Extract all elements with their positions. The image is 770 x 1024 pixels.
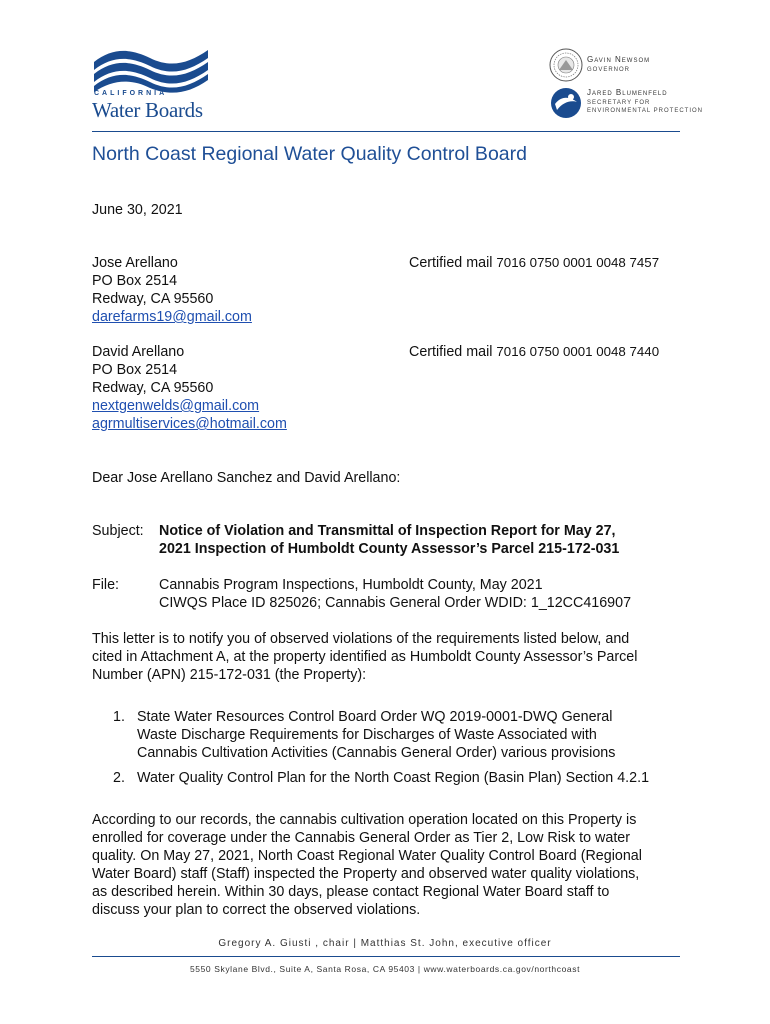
secretary-title-line2: ENVIRONMENTAL PROTECTION [587, 108, 704, 114]
certified-label: Certified mail [409, 255, 493, 271]
subject-line2: 2021 Inspection of Humboldt County Assessor’s Parcel 215-172-031 [159, 541, 620, 557]
logo-state-text: CALIFORNIA [94, 90, 168, 97]
recipient-name: David Arellano [92, 344, 185, 360]
recipient-address1: PO Box 2514 [92, 362, 178, 378]
paragraph-line: According to our records, the cannabis cultivation operation located on this Property is [92, 812, 637, 828]
list-item-line: Cannabis Cultivation Activities (Cannabis General Order) various provisions [137, 745, 616, 761]
file-line2: CIWQS Place ID 825026; Cannabis General Order WDID: 1_12CC416907 [159, 595, 632, 611]
subject-line1: Notice of Violation and Transmittal of Inspection Report for May 27, [159, 523, 616, 539]
subject-label: Subject: [92, 523, 144, 539]
paragraph-line: enrolled for coverage under the Cannabis General Order as Tier 2, Low Risk to water [92, 830, 630, 846]
paragraph-line: cited in Attachment A, at the property identified as Humboldt County Assessor’s Parcel [92, 649, 638, 665]
secretary-title-line1: SECRETARY FOR [587, 100, 651, 106]
board-title: North Coast Regional Water Quality Control Board [92, 143, 527, 165]
recipient-name: Jose Arellano [92, 255, 178, 271]
list-item-number: 1. [113, 709, 125, 725]
recipient-address2: Redway, CA 95560 [92, 380, 214, 396]
paragraph-line: quality. On May 27, 2021, North Coast Regional Water Quality Control Board (Regional [92, 848, 642, 864]
recipient-email-link[interactable]: nextgenwelds@gmail.com [92, 398, 260, 414]
state-seal-icon [549, 48, 583, 82]
recipient-address1: PO Box 2514 [92, 273, 178, 289]
governor-name: Gavin Newsom [587, 55, 651, 64]
paragraph-line: as described herein. Within 30 days, please contact Regional Water Board staff to [92, 884, 610, 900]
recipient-address2: Redway, CA 95560 [92, 291, 214, 307]
recipient-email-link[interactable]: agrmultiservices@hotmail.com [92, 416, 287, 432]
salutation: Dear Jose Arellano Sanchez and David Arellano: [92, 470, 401, 486]
file-line1: Cannabis Program Inspections, Humboldt County, May 2021 [159, 577, 543, 593]
list-item-line: Water Quality Control Plan for the North Coast Region (Basin Plan) Section 4.2.1 [137, 770, 650, 786]
certified-label: Certified mail [409, 344, 493, 360]
recipient-email-link[interactable]: darefarms19@gmail.com [92, 309, 252, 325]
list-item-line: State Water Resources Control Board Order WQ 2019-0001-DWQ General [137, 709, 613, 725]
paragraph-line: Number (APN) 215-172-031 (the Property): [92, 667, 367, 683]
logo-name-text: Water Boards [92, 98, 203, 122]
footer-address: 5550 Skylane Blvd., Suite A, Santa Rosa, CA 95403 | www.waterboards.ca.gov/northcoast [189, 964, 581, 974]
certified-number: 7016 0750 0001 0048 7440 [496, 344, 660, 359]
calepa-logo-icon [549, 86, 583, 120]
certified-mail-1 [409, 254, 659, 272]
footer-officers: Gregory A. Giusti , chair | Matthias St. John, executive officer [218, 938, 552, 949]
water-boards-logo-icon [92, 44, 210, 94]
certified-number: 7016 0750 0001 0048 7457 [496, 255, 660, 270]
letter-date: June 30, 2021 [92, 202, 183, 218]
paragraph-line: Water Board) staff (Staff) inspected the Property and observed water quality violations, [92, 866, 640, 882]
list-item-line: Waste Discharge Requirements for Discharges of Waste Associated with [137, 727, 597, 743]
file-label: File: [92, 577, 120, 593]
paragraph-line: This letter is to notify you of observed violations of the requirements listed below, and [92, 631, 630, 647]
certified-mail-2 [409, 343, 659, 361]
header-divider [92, 131, 680, 132]
governor-title: GOVERNOR [587, 67, 631, 73]
secretary-name: Jared Blumenfeld [587, 88, 668, 97]
footer-divider [92, 956, 680, 957]
paragraph-line: discuss your plan to correct the observed violations. [92, 902, 421, 918]
list-item-number: 2. [113, 770, 125, 786]
